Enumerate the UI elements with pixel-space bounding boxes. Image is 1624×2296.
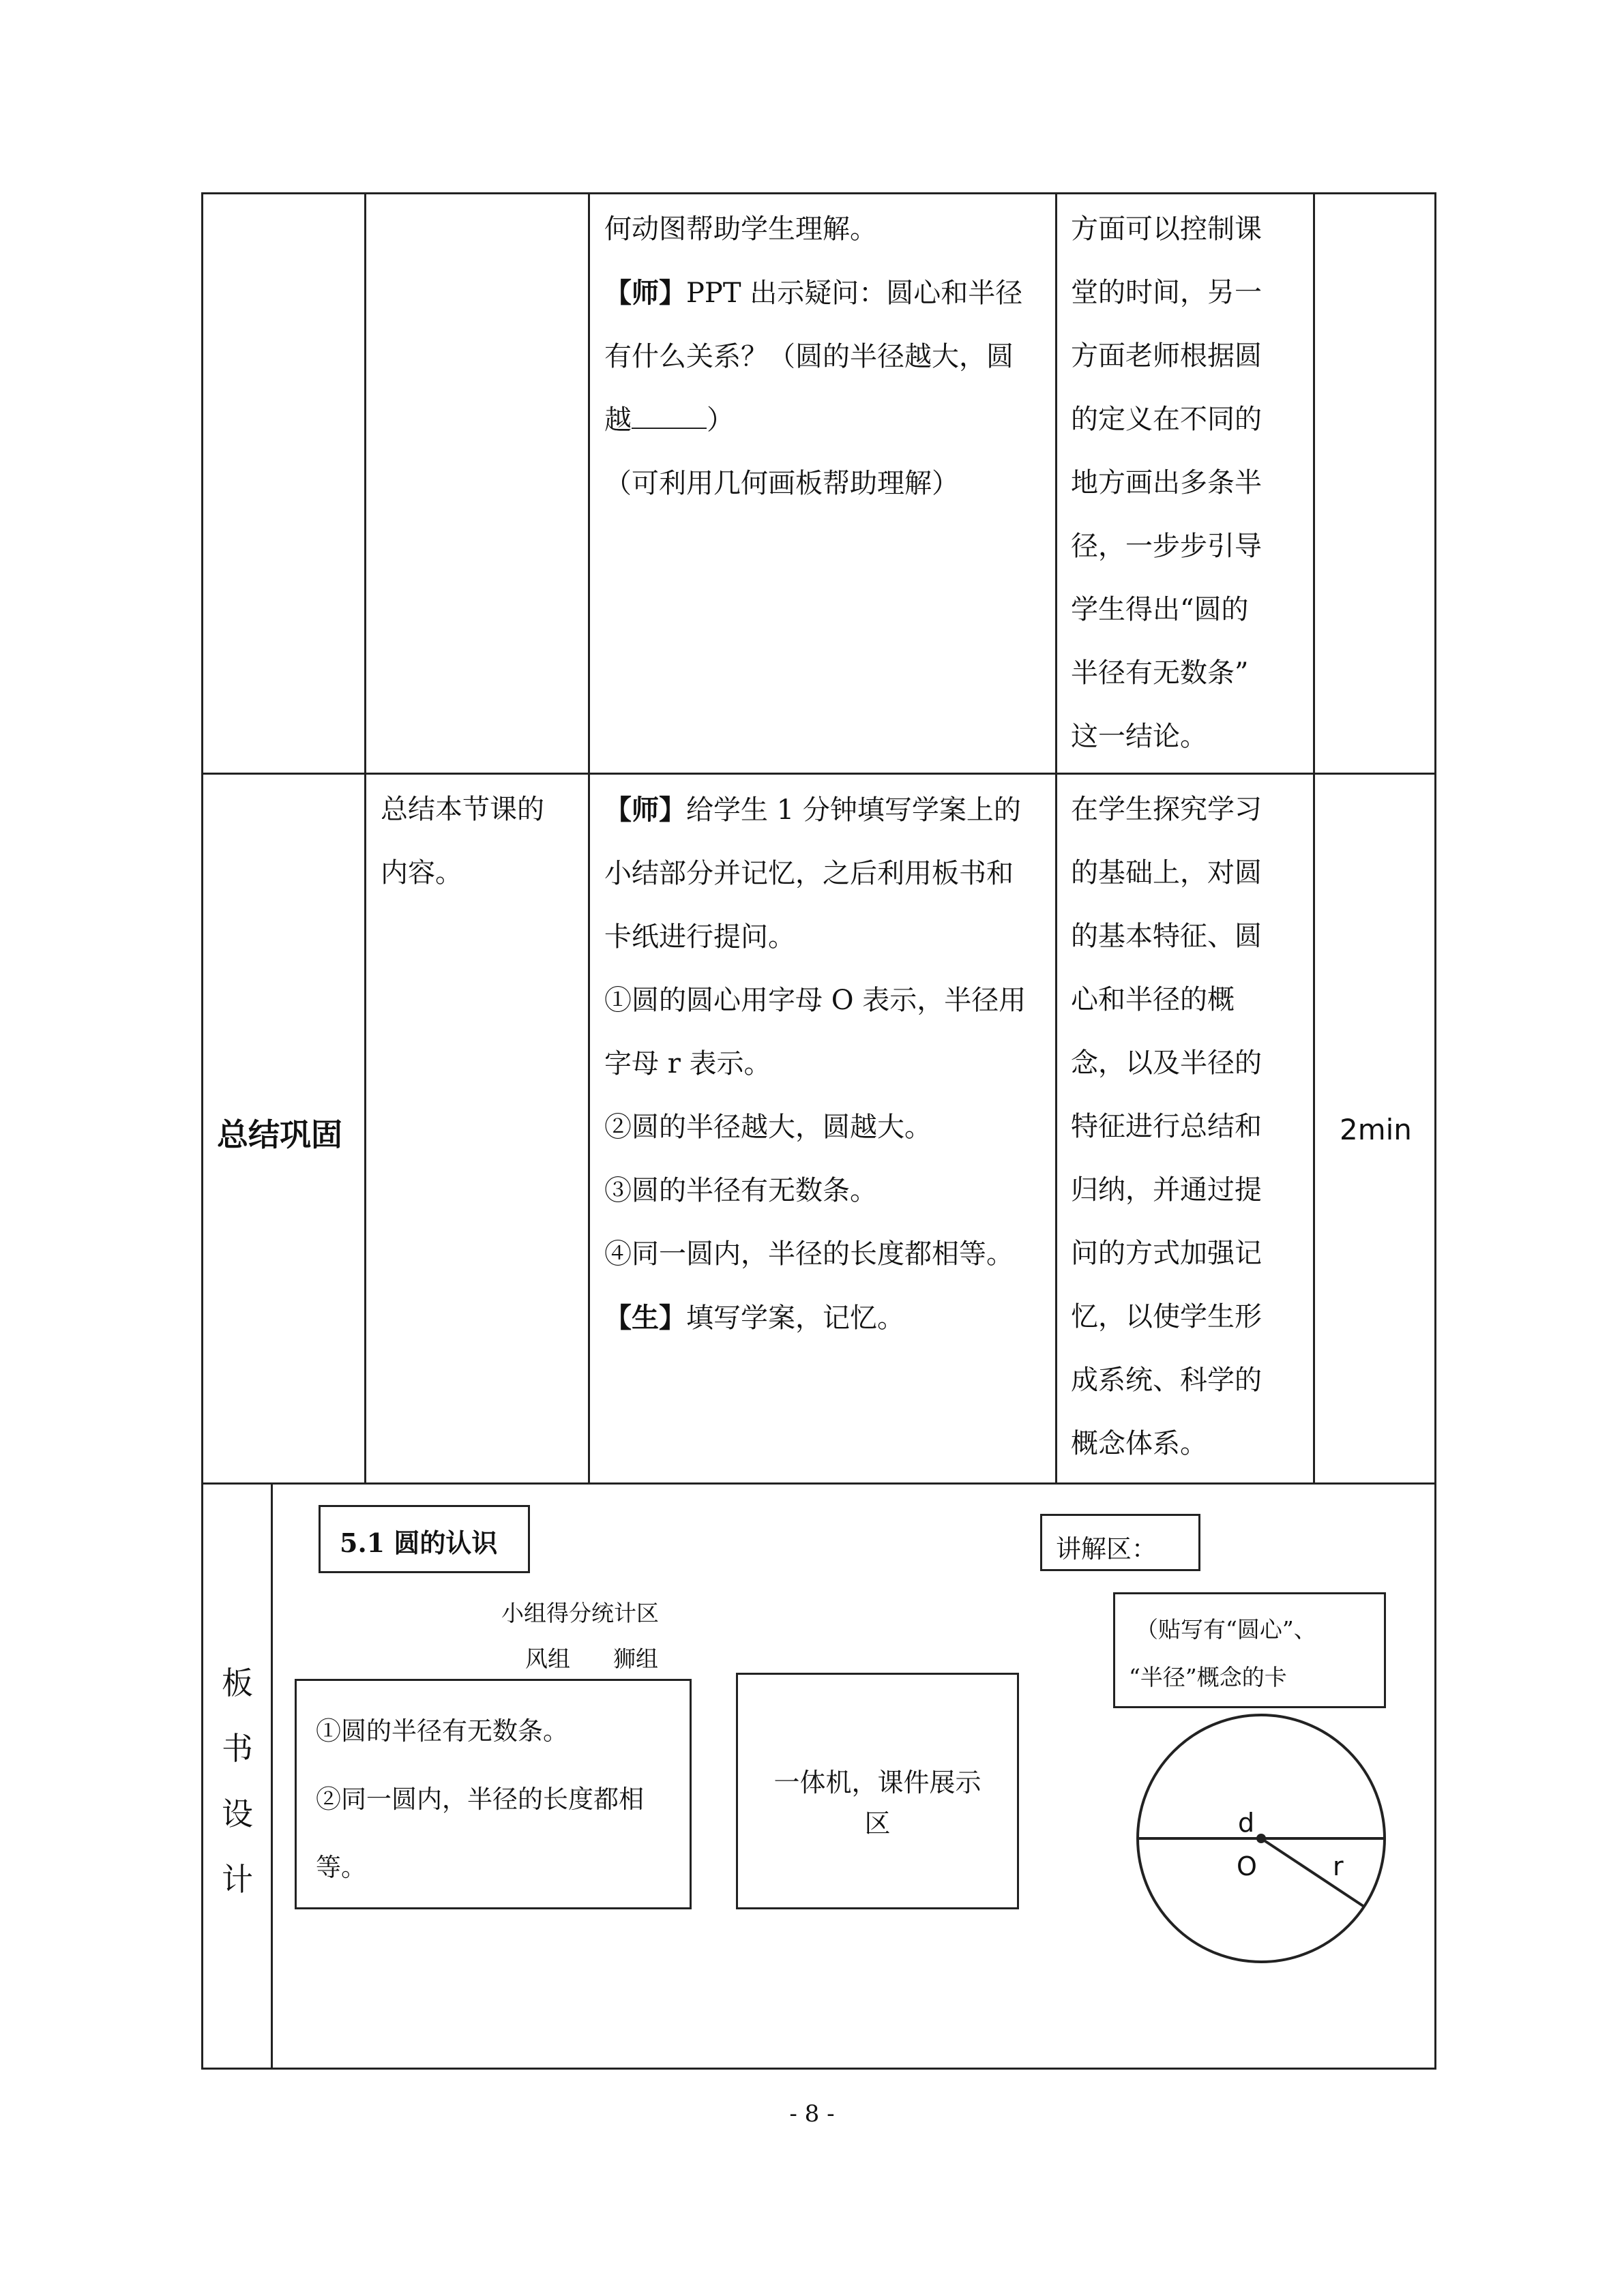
table-border-top — [201, 192, 1436, 194]
row2-activity-cell: 【师】给学生 1 分钟填写学案上的 小结部分并记忆，之后利用板书和 卡纸进行提问。 ①圆的圆心用字母 O 表示，半径用 字母 r 表示。 ②圆的半径越大，圆越大。 ③圆的半径有无数条。 ④同一圆内，半径的长度都相等。 【生】填写学案，记忆。 — [604, 794, 1027, 1334]
center-point — [1256, 1834, 1266, 1843]
row1-line-3: 有什么关系？（圆的半径越大，圆 — [604, 341, 1014, 372]
score-zone-label: 小组得分统计区 — [501, 1600, 659, 1626]
group-names: 风组 狮组 — [525, 1645, 658, 1672]
row2-goal-cell: 总结本节课的 内容。 — [381, 794, 544, 889]
row1-line-1: 何动图帮助学生理解。 — [604, 213, 877, 245]
label-o: O — [1237, 1851, 1257, 1881]
stage-label-summary: 总结巩固 — [217, 1116, 342, 1153]
table-row-divider-1 — [201, 773, 1436, 775]
col-divider-3 — [1055, 192, 1057, 1484]
conclusion-box — [295, 1679, 692, 1909]
courseware-display-box — [736, 1673, 1019, 1909]
row1-intent-cell: 方面可以控制课 堂的时间，另一 方面老师根据圆 的定义在不同的 地方画出多条半 径，一步步引导 学生得出“圆的 半径有无数条” 这一结论。 — [1071, 213, 1262, 752]
row1-activity-cell — [604, 198, 1022, 516]
row2-intent-cell: 在学生探究学习 的基础上，对圆 的基本特征、圆 心和半径的概 念，以及半径的 特征进行总结和 归纳，并通过提 问的方式加强记 忆，以使学生形 成系统、科学的 概念体系。 — [1071, 794, 1262, 1459]
page-number: - 8 - — [789, 2100, 835, 2128]
board-design-label: 板 书 设 计 — [222, 1665, 253, 1898]
board-col-divider — [271, 1482, 273, 2069]
table-border-left — [201, 192, 203, 2070]
circle-diagram — [1132, 1712, 1398, 1978]
col-divider-2 — [588, 192, 590, 1484]
teacher-tag: 【师】 — [604, 277, 686, 309]
label-r: r — [1333, 1851, 1344, 1881]
col-divider-4 — [1313, 192, 1315, 1484]
table-border-right — [1434, 192, 1436, 2070]
courseware-display-label: 一体机，课件展示 区 — [773, 1768, 981, 1838]
label-d: d — [1238, 1808, 1255, 1838]
radius-line — [1261, 1838, 1364, 1907]
explain-zone-box — [1040, 1514, 1200, 1571]
col-divider-1 — [364, 192, 366, 1484]
board-title-box — [319, 1505, 530, 1573]
fill-blank — [632, 404, 707, 429]
conclusion-lines: ①圆的半径有无数条。 ②同一圆内，半径的长度都相 等。 — [316, 1716, 644, 1882]
row1-line-2: 【师】PPT 出示疑问：圆心和半径 — [604, 277, 1023, 309]
student-tag: 【生】 — [604, 1302, 686, 1334]
board-title: 5.1 圆的认识 — [340, 1527, 498, 1558]
time-label: 2min — [1340, 1113, 1412, 1146]
row1-line-5: （可利用几何画板帮助理解） — [604, 468, 959, 499]
explain-zone-label: 讲解区： — [1056, 1534, 1157, 1564]
table-row-divider-2 — [201, 1482, 1436, 1485]
table-border-bottom — [201, 2068, 1436, 2070]
row1-line-4: 越 ） — [604, 404, 734, 436]
concept-card-box: （贴写有“圆心”、 “半径”概念的卡 — [1113, 1592, 1386, 1708]
teacher-tag: 【师】 — [604, 794, 686, 826]
